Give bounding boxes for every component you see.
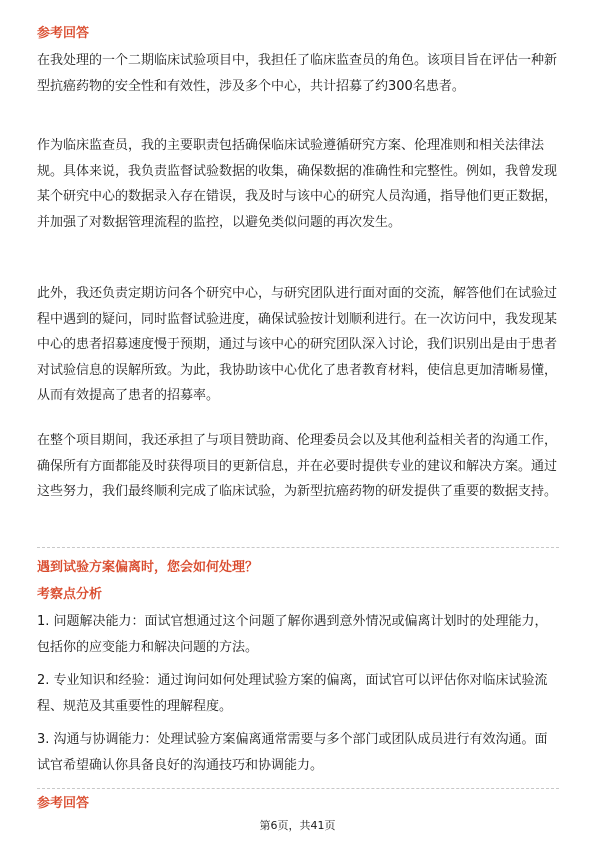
section-divider-2 — [37, 788, 559, 789]
question-heading: 遇到试验方案偏离时，您会如何处理？ — [37, 560, 259, 575]
answer-paragraph-4: 在整个项目期间，我还承担了与项目赞助商、伦理委员会以及其他利益相关者的沟通工作，确保所有方面都能及时获得项目的更新信息，并在必要时提供专业的建议和解决方案。通过这些努力，我们最终顺利完成了临床试验，为新型抗癌药物的研发提供了重要的数据支持。 — [37, 433, 558, 500]
reference-answer-heading: 参考回答 — [37, 26, 90, 41]
analysis-point-2: 2. 专业知识和经验：通过询问如何处理试验方案的偏离，面试官可以评估你对临床试验流程、规范及其重要性的理解程度。 — [37, 673, 548, 714]
page-number: 第6页，共41页 — [259, 819, 336, 832]
answer-paragraph-3: 此外，我还负责定期访问各个研究中心，与研究团队进行面对面的交流，解答他们在试验过程中遇到的疑问，同时监督试验进度，确保试验按计划顺利进行。在一次访问中，我发现某中心的患者招募速度慢于预期，通过与该中心的研究团队深入讨论，我们识别出是由于患者对试验信息的误解所致。为此，我协助该中心优化了患者教育材料，使信息更加清晰易懂，从而有效提高了患者的招募率。 — [37, 286, 558, 404]
answer-paragraph-2: 作为临床监查员，我的主要职责包括确保临床试验遵循研究方案、伦理准则和相关法律法规。具体来说，我负责监督试验数据的收集，确保数据的准确性和完整性。例如，我曾发现某个研究中心的数据录入存在错误，我及时与该中心的研究人员沟通，指导他们更正数据，并加强了对数据管理流程的监控，以避免类似问题的再次发生。 — [37, 138, 558, 230]
analysis-point-1: 1. 问题解决能力：面试官想通过这个问题了解你遇到意外情况或偏离计划时的处理能力，包括你的应变能力和解决问题的方法。 — [37, 614, 548, 655]
answer-paragraph-1: 在我处理的一个二期临床试验项目中，我担任了临床监查员的角色。该项目旨在评估一种新型抗癌药物的安全性和有效性，涉及多个中心，共计招募了约300名患者。 — [37, 53, 558, 94]
section-divider — [37, 547, 559, 548]
analysis-point-3: 3. 沟通与协调能力：处理试验方案偏离通常需要与多个部门或团队成员进行有效沟通。面试官希望确认你具备良好的沟通技巧和协调能力。 — [37, 732, 548, 773]
reference-answer-heading-2: 参考回答 — [37, 796, 90, 811]
analysis-heading: 考察点分析 — [37, 587, 103, 602]
